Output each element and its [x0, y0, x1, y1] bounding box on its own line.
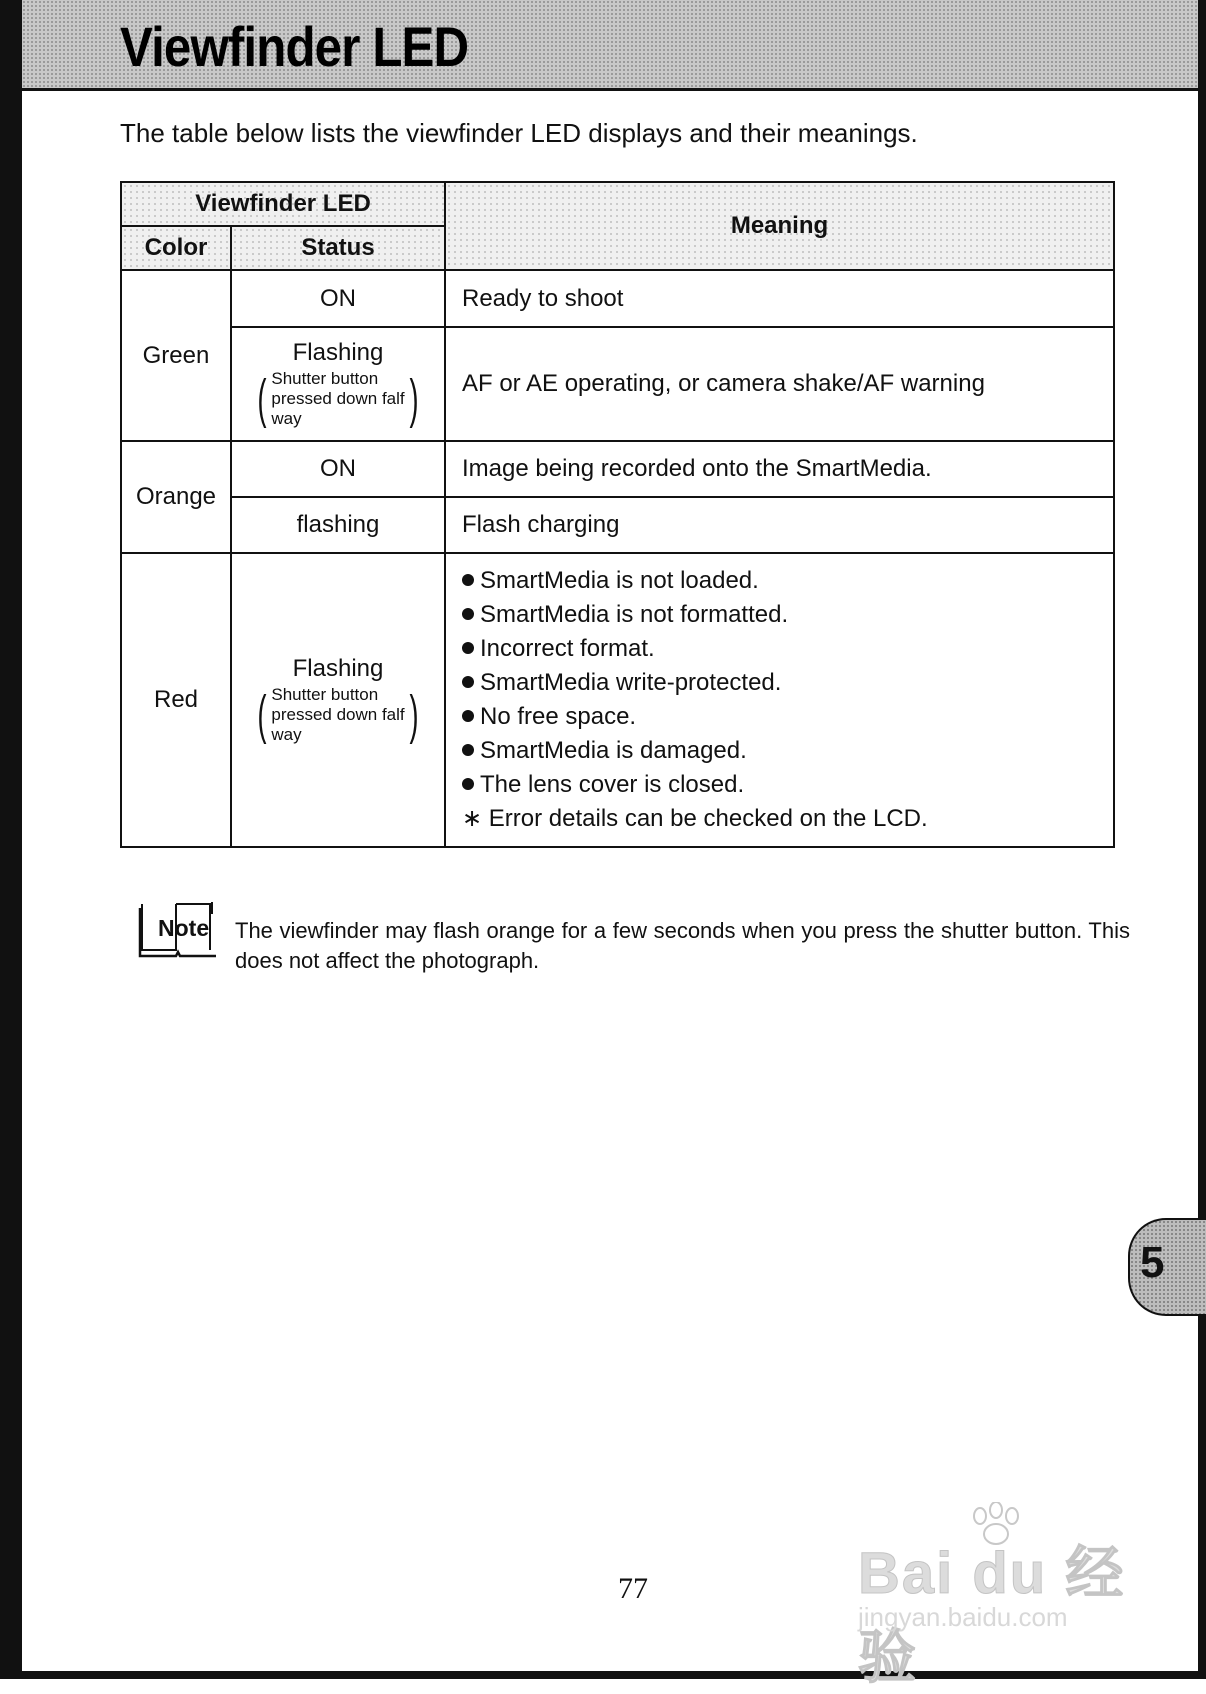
subnote-line: Shutter button — [271, 685, 379, 704]
status-label: Flashing — [292, 339, 384, 366]
subnote-line: way — [271, 409, 302, 428]
page-title: Viewfinder LED — [120, 15, 469, 78]
list-item: SmartMedia is not loaded. — [462, 564, 1113, 598]
status-subnote: ( Shutter button pressed down falf way ) — [257, 369, 419, 429]
header-viewfinder-led: Viewfinder LED — [121, 182, 445, 226]
watermark-url: jingyan.baidu.com — [858, 1602, 1068, 1632]
color-green: Green — [121, 270, 231, 441]
page-number: 77 — [618, 1572, 648, 1605]
list-item: SmartMedia is damaged. — [462, 734, 1113, 768]
meaning-cell: Ready to shoot — [445, 270, 1114, 327]
status-cell-flashing — [231, 327, 445, 441]
subnote-line: pressed down falf — [271, 705, 405, 724]
bullet-dot-icon — [462, 676, 474, 688]
bullet-dot-icon — [462, 608, 474, 620]
page-left-edge — [0, 0, 22, 1679]
subnote-line: way — [271, 725, 302, 744]
header-status: Status — [231, 226, 445, 270]
status-cell: ON — [231, 441, 445, 497]
bullet-dot-icon — [462, 778, 474, 790]
table-row — [121, 327, 1114, 441]
status-subnote: ( Shutter button pressed down falf way ) — [257, 685, 419, 745]
intro-text: The table below lists the viewfinder LED displays and their meanings. — [120, 118, 918, 148]
header-meaning: Meaning — [445, 182, 1114, 270]
table-row — [121, 497, 1114, 553]
meaning-cell: AF or AE operating, or camera shake/AF warning — [445, 327, 1114, 441]
table-row — [121, 553, 1114, 847]
bullet-dot-icon — [462, 574, 474, 586]
list-item: No free space. — [462, 700, 1113, 734]
note-text: The viewfinder may flash orange for a few seconds when you press the shutter button. This does not affect the photograph. — [235, 918, 1130, 973]
list-item: SmartMedia is not formatted. — [462, 598, 1113, 632]
status-cell-flashing — [231, 553, 445, 847]
bullet-dot-icon — [462, 642, 474, 654]
color-orange: Orange — [121, 441, 231, 553]
page-right-edge — [1198, 0, 1206, 1679]
status-label: Flashing — [292, 655, 384, 682]
chapter-number: 5 — [1140, 1238, 1165, 1287]
note-label: Note — [158, 915, 210, 941]
table-row — [121, 441, 1114, 497]
list-item: SmartMedia write-protected. — [462, 666, 1113, 700]
meaning-cell-list — [445, 553, 1114, 847]
led-table — [120, 181, 1115, 848]
subnote-line: pressed down falf — [271, 389, 405, 408]
meaning-cell: Flash charging — [445, 497, 1114, 553]
header-color: Color — [121, 226, 231, 270]
table-row — [121, 270, 1114, 327]
reason-list — [462, 558, 1113, 842]
meaning-cell: Image being recorded onto the SmartMedia. — [445, 441, 1114, 497]
list-item: The lens cover is closed. — [462, 768, 1113, 802]
list-item: Incorrect format. — [462, 632, 1113, 666]
bullet-dot-icon — [462, 710, 474, 722]
subnote-line: Shutter button — [271, 369, 379, 388]
watermark-main: Bai du 经验 — [858, 1541, 1126, 1690]
status-cell: flashing — [231, 497, 445, 553]
bullet-dot-icon — [462, 744, 474, 756]
status-cell: ON — [231, 270, 445, 327]
footnote: ∗ Error details can be checked on the LCD. — [462, 805, 928, 832]
color-red: Red — [121, 553, 231, 847]
